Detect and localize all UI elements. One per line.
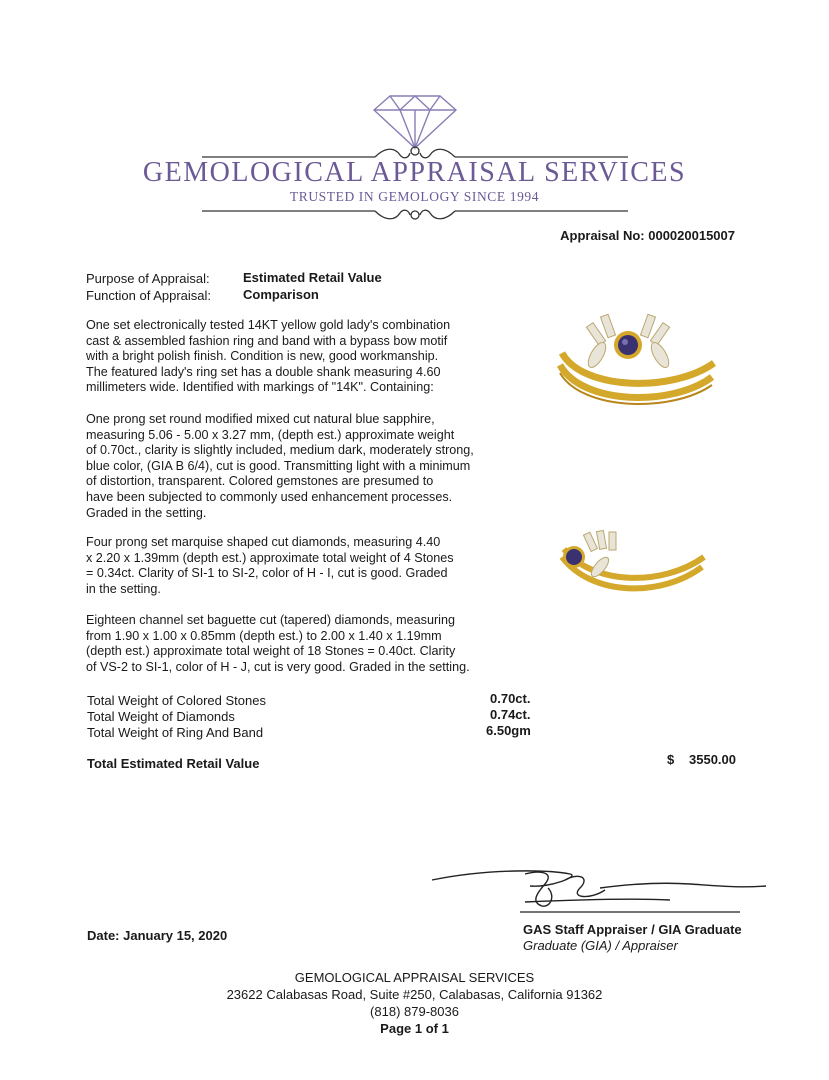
purpose-label: Purpose of Appraisal: xyxy=(86,271,210,286)
appraisal-number: Appraisal No: 000020015007 xyxy=(560,228,735,243)
paragraph-line: of distortion, transparent. Colored gemstones are presumed to xyxy=(86,474,434,489)
retail-value-amount: 3550.00 xyxy=(689,752,736,767)
diamonds-label: Total Weight of Diamonds xyxy=(87,709,235,724)
footer-phone: (818) 879-8036 xyxy=(370,1004,459,1019)
paragraph-line: measuring 5.06 - 5.00 x 3.27 mm, (depth est.) approximate weight xyxy=(86,427,455,442)
function-value: Comparison xyxy=(243,287,319,302)
paragraph-line: millimeters wide. Identified with markings of "14K". Containing: xyxy=(86,380,434,395)
ring-photo-front xyxy=(552,305,722,415)
footer-address: 23622 Calabasas Road, Suite #250, Calabasas, California 91362 xyxy=(226,987,603,1002)
purpose-value: Estimated Retail Value xyxy=(243,270,382,285)
paragraph-line: from 1.90 x 1.00 x 0.85mm (depth est.) to 2.00 x 1.40 x 1.19mm xyxy=(86,628,442,643)
retail-value-label: Total Estimated Retail Value xyxy=(87,756,260,771)
paragraph-line: cast & assembled fashion ring and band with a bypass bow motif xyxy=(86,333,448,348)
paragraph-line: of VS-2 to SI-1, color of H - J, cut is very good. Graded in the setting. xyxy=(86,659,470,674)
paragraph-line: in the setting. xyxy=(86,581,161,596)
paragraph-line: Graded in the setting. xyxy=(86,505,207,520)
paragraph-line: One set electronically tested 14KT yellow gold lady's combination xyxy=(86,318,451,332)
page-number: Page 1 of 1 xyxy=(380,1021,449,1036)
paragraph-line: One prong set round modified mixed cut natural blue sapphire, xyxy=(86,412,435,426)
baguette-paragraph xyxy=(86,613,470,675)
paragraph-line: (depth est.) approximate total weight of 18 Stones = 0.40ct. Clarity xyxy=(86,644,456,659)
footer-company: GEMOLOGICAL APPRAISAL SERVICES xyxy=(294,970,535,985)
paragraph-line: with a bright polish finish. Condition is new, good workmanship. xyxy=(86,349,439,364)
company-tagline: TRUSTED IN GEMOLOGY SINCE 1994 xyxy=(289,189,540,204)
paragraph-line: x 2.20 x 1.39mm (depth est.) approximate total weight of 4 Stones xyxy=(86,550,454,565)
appraisal-date: Date: January 15, 2020 xyxy=(87,928,228,943)
bottom-ornament-icon xyxy=(200,203,630,223)
ring-photo-side xyxy=(552,527,712,602)
paragraph-line: = 0.34ct. Clarity of SI-1 to SI-2, color of H - I, cut is good. Graded xyxy=(86,566,448,581)
function-label: Function of Appraisal: xyxy=(86,288,212,303)
company-logo-title: GEMOLOGICAL APPRAISAL SERVICES xyxy=(142,157,687,188)
diamonds-value: 0.74ct. xyxy=(490,707,531,722)
colored-stones-label: Total Weight of Colored Stones xyxy=(87,693,266,708)
ring-weight-label: Total Weight of Ring And Band xyxy=(87,725,264,740)
colored-stones-value: 0.70ct. xyxy=(490,691,531,706)
signature-icon xyxy=(430,858,770,916)
currency-symbol: $ xyxy=(667,752,675,767)
diamond-logo-icon xyxy=(370,92,460,150)
paragraph-line: of 0.70ct., clarity is slightly included, medium dark, moderately strong, xyxy=(86,443,474,458)
paragraph-line: The featured lady's ring set has a double shank measuring 4.60 xyxy=(86,364,441,379)
marquise-paragraph xyxy=(86,535,454,597)
description-paragraph xyxy=(86,318,450,396)
paragraph-line: Eighteen channel set baguette cut (tapered) diamonds, measuring xyxy=(86,613,455,627)
appraiser-subtitle: Graduate (GIA) / Appraiser xyxy=(523,938,678,953)
paragraph-line: have been subjected to commonly used enhancement processes. xyxy=(86,489,453,504)
paragraph-line: Four prong set marquise shaped cut diamonds, measuring 4.40 xyxy=(86,535,441,549)
paragraph-line: blue color, (GIA B 6/4), cut is good. Transmitting light with a minimum xyxy=(86,458,471,473)
sapphire-paragraph xyxy=(86,412,474,521)
appraiser-title: GAS Staff Appraiser / GIA Graduate xyxy=(523,922,742,937)
ring-weight-value: 6.50gm xyxy=(486,723,531,738)
